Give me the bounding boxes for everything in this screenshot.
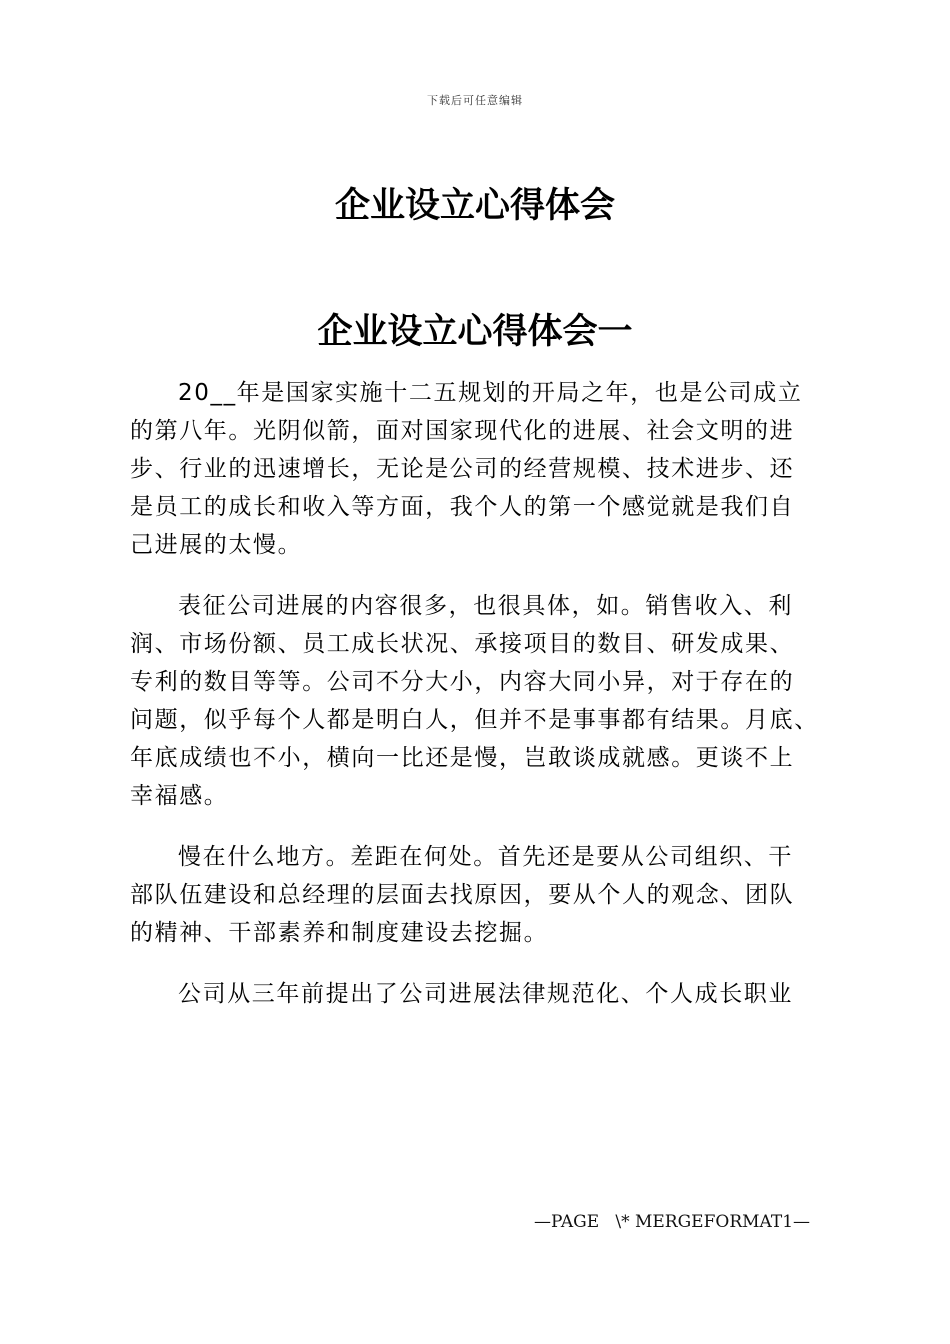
text-line: 的精神、干部素养和制度建设去挖掘。: [130, 920, 549, 946]
text-line: 慢在什么地方。差距在何处。首先还是要从公司组织、干: [178, 844, 793, 870]
header-note: 下载后可任意编辑: [427, 94, 523, 107]
section-title: 企业设立心得体会一: [317, 311, 633, 352]
text-line: 部队伍建设和总经理的层面去找原因，要从个人的观念、团队: [130, 882, 795, 908]
paragraph-3: [130, 838, 830, 952]
text-line: 表征公司进展的内容很多，也很具体，如。销售收入、利: [178, 593, 793, 619]
paragraph-1: [130, 374, 830, 564]
text-line: 步、行业的迅速增长，无论是公司的经营规模、技术进步、还: [130, 456, 795, 482]
text-line: 年底成绩也不小，横向一比还是慢，岂敢谈成就感。更谈不上: [130, 745, 795, 771]
text-line: 幸福感。: [130, 783, 229, 809]
body-text: [130, 374, 830, 1036]
paragraph-2: [130, 587, 830, 815]
text-line: 公司从三年前提出了公司进展法律规范化、个人成长职业: [178, 981, 793, 1007]
paragraph-4: [130, 975, 830, 1013]
document-title: 企业设立心得体会: [334, 185, 615, 226]
text-line: 润、市场份额、员工成长状况、承接项目的数目、研发成果、: [130, 631, 795, 657]
text-line: 问题，似乎每个人都是明白人，但并不是事事都有结果。月底、: [130, 707, 819, 733]
text-line: 的第八年。光阴似箭，面对国家现代化的进展、社会文明的进: [130, 418, 795, 444]
text-line: 是员工的成长和收入等方面，我个人的第一个感觉就是我们自: [130, 494, 795, 520]
text-line: 20__年是国家实施十二五规划的开局之年，也是公司成立: [178, 380, 803, 406]
text-line: 专利的数目等等。公司不分大小，内容大同小异，对于存在的: [130, 669, 795, 695]
page-footer: —PAGE \* MERGEFORMAT1—: [534, 1212, 811, 1232]
text-line: 己进展的太慢。: [130, 532, 303, 558]
